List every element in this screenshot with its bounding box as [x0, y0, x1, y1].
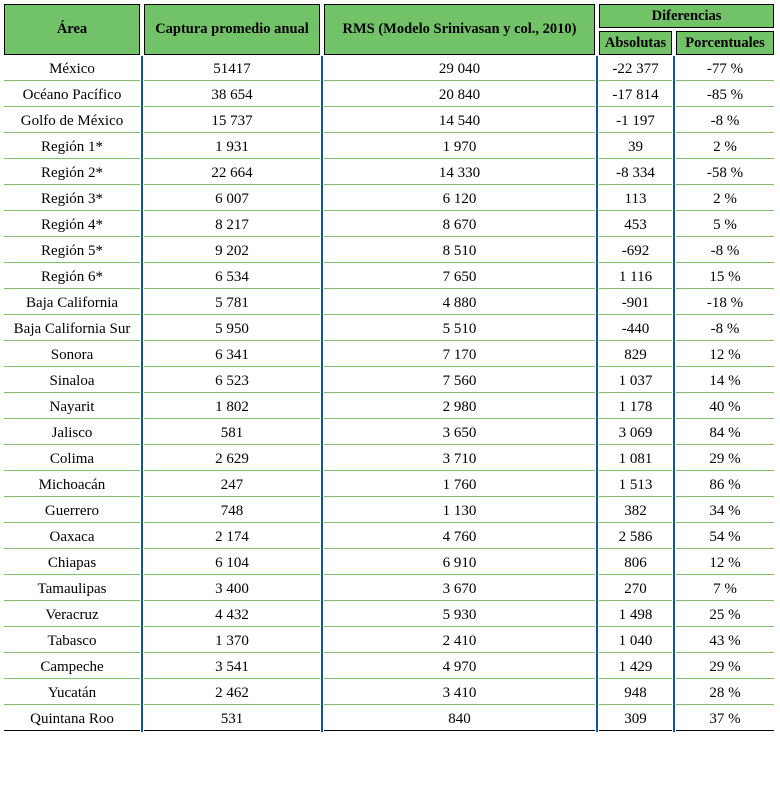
- porcentuales-cell: 15 %: [676, 266, 774, 289]
- absolutas-cell: 309: [599, 708, 672, 731]
- captura-cell: 9 202: [144, 240, 320, 263]
- rms-cell: 5 930: [324, 604, 595, 627]
- absolutas-cell: 806: [599, 552, 672, 575]
- rms-cell: 8 670: [324, 214, 595, 237]
- porcentuales-cell: -8 %: [676, 318, 774, 341]
- porcentuales-cell: 86 %: [676, 474, 774, 497]
- captura-cell: 4 432: [144, 604, 320, 627]
- table-row: [4, 708, 774, 731]
- rms-cell: 29 040: [324, 58, 595, 81]
- absolutas-cell: 1 498: [599, 604, 672, 627]
- rms-cell: 3 670: [324, 578, 595, 601]
- porcentuales-cell: 25 %: [676, 604, 774, 627]
- table-row: [4, 214, 774, 237]
- area-cell: Colima: [4, 448, 140, 471]
- absolutas-cell: 1 040: [599, 630, 672, 653]
- absolutas-cell: -22 377: [599, 58, 672, 81]
- capture-rms-table: [0, 1, 778, 734]
- rms-cell: 14 330: [324, 162, 595, 185]
- porcentuales-cell: 2 %: [676, 188, 774, 211]
- table-row: [4, 630, 774, 653]
- absolutas-cell: 1 429: [599, 656, 672, 679]
- area-cell: Sinaloa: [4, 370, 140, 393]
- absolutas-cell: 1 037: [599, 370, 672, 393]
- rms-cell: 7 560: [324, 370, 595, 393]
- table-row: [4, 552, 774, 575]
- porcentuales-cell: 40 %: [676, 396, 774, 419]
- table-row: [4, 578, 774, 601]
- area-cell: Michoacán: [4, 474, 140, 497]
- absolutas-cell: 39: [599, 136, 672, 159]
- rms-cell: 7 650: [324, 266, 595, 289]
- rms-cell: 14 540: [324, 110, 595, 133]
- porcentuales-cell: 34 %: [676, 500, 774, 523]
- table-row: [4, 84, 774, 107]
- rms-cell: 6 120: [324, 188, 595, 211]
- captura-cell: 748: [144, 500, 320, 523]
- area-cell: Oaxaca: [4, 526, 140, 549]
- captura-cell: 6 523: [144, 370, 320, 393]
- absolutas-cell: -1 197: [599, 110, 672, 133]
- area-cell: Jalisco: [4, 422, 140, 445]
- porcentuales-cell: 2 %: [676, 136, 774, 159]
- area-cell: Océano Pacífico: [4, 84, 140, 107]
- area-cell: Guerrero: [4, 500, 140, 523]
- area-cell: Golfo de México: [4, 110, 140, 133]
- area-cell: Región 2*: [4, 162, 140, 185]
- absolutas-cell: 453: [599, 214, 672, 237]
- table-row: [4, 500, 774, 523]
- rms-cell: 1 970: [324, 136, 595, 159]
- area-cell: Veracruz: [4, 604, 140, 627]
- area-cell: Baja California Sur: [4, 318, 140, 341]
- table-row: [4, 448, 774, 471]
- captura-cell: 1 931: [144, 136, 320, 159]
- header-porcentuales: Porcentuales: [676, 31, 774, 55]
- captura-cell: 3 541: [144, 656, 320, 679]
- rms-cell: 1 130: [324, 500, 595, 523]
- rms-cell: 4 760: [324, 526, 595, 549]
- porcentuales-cell: -18 %: [676, 292, 774, 315]
- table-row: [4, 370, 774, 393]
- captura-cell: 581: [144, 422, 320, 445]
- header-absolutas: Absolutas: [599, 31, 672, 55]
- porcentuales-cell: 29 %: [676, 656, 774, 679]
- table-header: [4, 4, 774, 55]
- captura-cell: 1 802: [144, 396, 320, 419]
- header-diferencias: Diferencias: [599, 4, 774, 28]
- area-cell: Campeche: [4, 656, 140, 679]
- header-row-1: [4, 4, 774, 28]
- area-cell: México: [4, 58, 140, 81]
- absolutas-cell: 829: [599, 344, 672, 367]
- absolutas-cell: 1 513: [599, 474, 672, 497]
- porcentuales-cell: 28 %: [676, 682, 774, 705]
- area-cell: Tabasco: [4, 630, 140, 653]
- area-cell: Tamaulipas: [4, 578, 140, 601]
- porcentuales-cell: 7 %: [676, 578, 774, 601]
- rms-cell: 840: [324, 708, 595, 731]
- rms-cell: 5 510: [324, 318, 595, 341]
- porcentuales-cell: 29 %: [676, 448, 774, 471]
- absolutas-cell: 3 069: [599, 422, 672, 445]
- porcentuales-cell: -85 %: [676, 84, 774, 107]
- table-row: [4, 526, 774, 549]
- captura-cell: 22 664: [144, 162, 320, 185]
- table-row: [4, 58, 774, 81]
- rms-cell: 3 650: [324, 422, 595, 445]
- rms-cell: 3 410: [324, 682, 595, 705]
- table-row: [4, 162, 774, 185]
- table-row: [4, 474, 774, 497]
- porcentuales-cell: -8 %: [676, 240, 774, 263]
- rms-cell: 8 510: [324, 240, 595, 263]
- table-row: [4, 110, 774, 133]
- rms-cell: 7 170: [324, 344, 595, 367]
- porcentuales-cell: 37 %: [676, 708, 774, 731]
- table-row: [4, 240, 774, 263]
- table-row: [4, 682, 774, 705]
- table-row: [4, 136, 774, 159]
- porcentuales-cell: 14 %: [676, 370, 774, 393]
- captura-cell: 531: [144, 708, 320, 731]
- absolutas-cell: 1 116: [599, 266, 672, 289]
- captura-cell: 6 534: [144, 266, 320, 289]
- porcentuales-cell: 43 %: [676, 630, 774, 653]
- area-cell: Chiapas: [4, 552, 140, 575]
- captura-cell: 6 341: [144, 344, 320, 367]
- absolutas-cell: 113: [599, 188, 672, 211]
- rms-cell: 4 880: [324, 292, 595, 315]
- rms-cell: 2 980: [324, 396, 595, 419]
- captura-cell: 15 737: [144, 110, 320, 133]
- absolutas-cell: 1 081: [599, 448, 672, 471]
- captura-cell: 1 370: [144, 630, 320, 653]
- area-cell: Yucatán: [4, 682, 140, 705]
- porcentuales-cell: 84 %: [676, 422, 774, 445]
- header-area: Área: [4, 4, 140, 55]
- rms-cell: 2 410: [324, 630, 595, 653]
- table-row: [4, 266, 774, 289]
- area-cell: Sonora: [4, 344, 140, 367]
- rms-cell: 20 840: [324, 84, 595, 107]
- area-cell: Región 3*: [4, 188, 140, 211]
- captura-cell: 2 629: [144, 448, 320, 471]
- captura-cell: 247: [144, 474, 320, 497]
- captura-cell: 6 104: [144, 552, 320, 575]
- rms-cell: 4 970: [324, 656, 595, 679]
- header-captura-promedio-anual: Captura promedio anual: [144, 4, 320, 55]
- area-cell: Región 4*: [4, 214, 140, 237]
- captura-cell: 8 217: [144, 214, 320, 237]
- table-row: [4, 188, 774, 211]
- captura-cell: 2 462: [144, 682, 320, 705]
- rms-cell: 1 760: [324, 474, 595, 497]
- absolutas-cell: -901: [599, 292, 672, 315]
- header-rms-modelo: RMS (Modelo Srinivasan y col., 2010): [324, 4, 595, 55]
- table-body: [4, 58, 774, 731]
- porcentuales-cell: 5 %: [676, 214, 774, 237]
- table-row: [4, 318, 774, 341]
- table-row: [4, 604, 774, 627]
- absolutas-cell: 2 586: [599, 526, 672, 549]
- area-cell: Nayarit: [4, 396, 140, 419]
- area-cell: Baja California: [4, 292, 140, 315]
- absolutas-cell: 382: [599, 500, 672, 523]
- table-row: [4, 344, 774, 367]
- porcentuales-cell: -58 %: [676, 162, 774, 185]
- porcentuales-cell: -8 %: [676, 110, 774, 133]
- table-row: [4, 656, 774, 679]
- captura-cell: 38 654: [144, 84, 320, 107]
- captura-cell: 51417: [144, 58, 320, 81]
- captura-cell: 5 950: [144, 318, 320, 341]
- porcentuales-cell: 12 %: [676, 552, 774, 575]
- porcentuales-cell: 12 %: [676, 344, 774, 367]
- table-row: [4, 396, 774, 419]
- absolutas-cell: 1 178: [599, 396, 672, 419]
- absolutas-cell: -440: [599, 318, 672, 341]
- rms-cell: 3 710: [324, 448, 595, 471]
- captura-cell: 6 007: [144, 188, 320, 211]
- captura-cell: 3 400: [144, 578, 320, 601]
- area-cell: Región 1*: [4, 136, 140, 159]
- area-cell: Región 6*: [4, 266, 140, 289]
- absolutas-cell: 270: [599, 578, 672, 601]
- area-cell: Quintana Roo: [4, 708, 140, 731]
- porcentuales-cell: -77 %: [676, 58, 774, 81]
- area-cell: Región 5*: [4, 240, 140, 263]
- absolutas-cell: -8 334: [599, 162, 672, 185]
- rms-cell: 6 910: [324, 552, 595, 575]
- table-row: [4, 292, 774, 315]
- absolutas-cell: -692: [599, 240, 672, 263]
- captura-cell: 5 781: [144, 292, 320, 315]
- absolutas-cell: 948: [599, 682, 672, 705]
- porcentuales-cell: 54 %: [676, 526, 774, 549]
- absolutas-cell: -17 814: [599, 84, 672, 107]
- captura-cell: 2 174: [144, 526, 320, 549]
- table-row: [4, 422, 774, 445]
